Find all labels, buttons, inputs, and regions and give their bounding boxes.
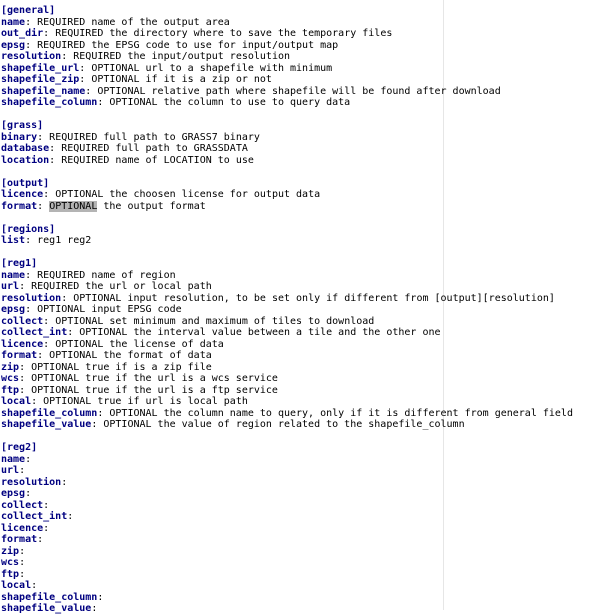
- config-line: location: REQUIRED name of LOCATION to use: [1, 154, 254, 166]
- config-value: OPTIONAL set minimum and maximum of tiles to download: [49, 315, 375, 327]
- config-line: collect:: [1, 499, 50, 511]
- config-value: REQUIRED the url or local path: [25, 281, 212, 292]
- config-line: list: reg1 reg2: [1, 235, 92, 246]
- config-line: name:: [1, 453, 32, 465]
- config-key: shapefile_value: [1, 603, 92, 614]
- config-line: resolution: OPTIONAL input resolution, to be set only if different from [output][resolution]: [1, 292, 555, 304]
- config-line: url:: [1, 465, 26, 476]
- config-key: shapefile_column: [1, 97, 98, 108]
- config-key: ftp: [1, 384, 20, 396]
- config-value: OPTIONAL input resolution, to be set only if different from [output][resolution]: [67, 292, 555, 304]
- config-key: shapefile_name: [1, 85, 86, 97]
- section-header-line: [1, 120, 573, 132]
- config-line: licence: OPTIONAL the choosen license for output data: [1, 189, 321, 200]
- config-line: database: REQUIRED full path to GRASSDATA: [1, 143, 248, 154]
- section-header: [output]: [1, 177, 50, 189]
- section-header: [grass]: [1, 120, 44, 131]
- config-line: name: REQUIRED name of the output area: [1, 16, 230, 28]
- config-key: local: [1, 580, 32, 591]
- config-value: OPTIONAL true if url is local path: [37, 396, 248, 407]
- section-header: [reg1]: [1, 258, 38, 269]
- config-key: shapefile_value: [1, 419, 92, 430]
- section-header: [reg2]: [1, 442, 38, 453]
- config-key: url: [1, 465, 20, 476]
- config-key: format: [1, 200, 38, 212]
- config-value: OPTIONAL if it is a zip or not: [85, 74, 272, 85]
- config-line: format: OPTIONAL the format of data: [1, 350, 212, 361]
- config-value: OPTIONAL url to a shapefile with minimum: [85, 62, 333, 74]
- code-lines: [1, 5, 573, 615]
- config-value: REQUIRED name of the output area: [31, 16, 230, 28]
- config-line: name: REQUIRED name of region: [1, 269, 176, 281]
- blank-line: [1, 212, 573, 224]
- config-line: zip: OPTIONAL true if is a zip file: [1, 361, 212, 373]
- blank-line: [1, 247, 573, 259]
- section-header: [general]: [1, 5, 56, 16]
- config-line: shapefile_value:: [1, 603, 98, 614]
- config-line: collect_int:: [1, 511, 74, 522]
- config-line: shapefile_column: OPTIONAL the column to use to query data: [1, 97, 351, 108]
- config-line: zip:: [1, 545, 26, 557]
- config-line: wcs:: [1, 557, 26, 568]
- config-line: shapefile_name: OPTIONAL relative path where shapefile will be found after download: [1, 85, 501, 97]
- config-line: local:: [1, 580, 38, 591]
- config-line: shapefile_url: OPTIONAL url to a shapefile with minimum: [1, 62, 333, 74]
- config-key: shapefile_zip: [1, 74, 80, 85]
- config-value: OPTIONAL the choosen license for output data: [49, 189, 321, 200]
- config-key: epsg: [1, 488, 26, 499]
- config-line: format: OPTIONAL the output format: [1, 200, 206, 212]
- config-value: OPTIONAL the value of region related to the shapefile_column: [97, 419, 465, 430]
- config-line: resolution:: [1, 476, 68, 488]
- config-line: shapefile_column:: [1, 591, 104, 603]
- config-key: resolution: [1, 292, 62, 304]
- config-line: shapefile_zip: OPTIONAL if it is a zip or not: [1, 74, 272, 85]
- config-value: OPTIONAL the format of data: [43, 350, 212, 361]
- config-value: OPTIONAL the column name to query, only if it is different from general field: [103, 407, 573, 419]
- blank-line: [1, 166, 573, 178]
- config-key: out_dir: [1, 28, 44, 39]
- section-header: [regions]: [1, 223, 56, 235]
- config-key: local: [1, 396, 32, 407]
- config-value: OPTIONAL the column to use to query data: [103, 97, 351, 108]
- config-line: shapefile_value: OPTIONAL the value of region related to the shapefile_column: [1, 419, 465, 430]
- config-value: OPTIONAL the interval value between a tile and the other one: [73, 327, 441, 338]
- config-key: collect: [1, 499, 44, 511]
- config-key: collect_int: [1, 327, 68, 338]
- config-line: shapefile_column: OPTIONAL the column name to query, only if it is different from general field: [1, 407, 573, 419]
- config-key: list: [1, 235, 26, 246]
- config-line: format:: [1, 534, 44, 545]
- config-key: zip: [1, 361, 20, 373]
- config-line: collect: OPTIONAL set minimum and maximum of tiles to download: [1, 315, 375, 327]
- config-line: ftp: OPTIONAL true if the url is a ftp service: [1, 384, 278, 396]
- config-key: name: [1, 269, 26, 281]
- selected-text: OPTIONAL: [49, 200, 98, 212]
- blank-line: [1, 109, 573, 121]
- config-line: binary: REQUIRED full path to GRASS7 binary: [1, 131, 260, 143]
- config-value: the output format: [97, 200, 206, 212]
- config-key: format: [1, 350, 38, 361]
- config-key: collect_int: [1, 511, 68, 522]
- config-key: epsg: [1, 304, 26, 315]
- config-value: REQUIRED the EPSG code to use for input/output map: [31, 39, 339, 51]
- config-key: wcs: [1, 373, 20, 384]
- section-header-line: [1, 178, 573, 190]
- config-key: wcs: [1, 557, 20, 568]
- config-key: shapefile_url: [1, 62, 80, 74]
- config-line: wcs: OPTIONAL true if the url is a wcs service: [1, 373, 278, 384]
- config-value: OPTIONAL true if is a zip file: [25, 361, 212, 373]
- config-value: OPTIONAL input EPSG code: [31, 304, 182, 315]
- config-key: name: [1, 16, 26, 28]
- config-line: resolution: REQUIRED the input/output resolution: [1, 51, 291, 62]
- config-value: OPTIONAL true if the url is a wcs service: [25, 373, 278, 384]
- config-key: licence: [1, 338, 44, 350]
- config-value: REQUIRED the directory where to save the temporary files: [49, 28, 393, 39]
- config-value: OPTIONAL true if the url is a ftp service: [25, 384, 278, 396]
- config-value: REQUIRED name of region: [31, 269, 176, 281]
- config-value: OPTIONAL the license of data: [49, 338, 224, 350]
- config-key: shapefile_column: [1, 591, 98, 603]
- config-key: licence: [1, 189, 44, 200]
- config-line: licence:: [1, 522, 50, 534]
- config-value: REQUIRED the input/output resolution: [67, 51, 291, 62]
- config-line: url: REQUIRED the url or local path: [1, 281, 212, 292]
- config-key: collect: [1, 315, 44, 327]
- config-key: binary: [1, 131, 38, 143]
- config-key: shapefile_column: [1, 407, 98, 419]
- config-line: epsg:: [1, 488, 32, 499]
- config-key: format: [1, 534, 38, 545]
- section-header-line: [1, 442, 573, 454]
- config-value: REQUIRED full path to GRASS7 binary: [43, 131, 260, 143]
- config-line: collect_int: OPTIONAL the interval value between a tile and the other one: [1, 327, 441, 338]
- config-line: ftp:: [1, 568, 26, 580]
- config-line: epsg: OPTIONAL input EPSG code: [1, 304, 182, 315]
- config-key: url: [1, 281, 20, 292]
- config-key: name: [1, 453, 26, 465]
- config-value: OPTIONAL relative path where shapefile will be found after download: [91, 85, 501, 97]
- blank-line: [1, 431, 573, 443]
- config-key: licence: [1, 522, 44, 534]
- config-key: database: [1, 143, 50, 154]
- config-line: local: OPTIONAL true if url is local path: [1, 396, 248, 407]
- config-key: resolution: [1, 476, 62, 488]
- config-value: REQUIRED name of LOCATION to use: [55, 154, 254, 166]
- config-value: REQUIRED full path to GRASSDATA: [55, 143, 248, 154]
- config-line: out_dir: REQUIRED the directory where to save the temporary files: [1, 28, 393, 39]
- config-line: epsg: REQUIRED the EPSG code to use for input/output map: [1, 39, 339, 51]
- config-line: licence: OPTIONAL the license of data: [1, 338, 224, 350]
- section-header-line: [1, 224, 573, 236]
- section-header-line: [1, 258, 573, 270]
- config-key: resolution: [1, 51, 62, 62]
- config-key: zip: [1, 545, 20, 557]
- config-value: reg1 reg2: [31, 235, 92, 246]
- config-key: ftp: [1, 568, 20, 580]
- section-header-line: [1, 5, 573, 17]
- config-key: epsg: [1, 39, 26, 51]
- config-key: location: [1, 154, 50, 166]
